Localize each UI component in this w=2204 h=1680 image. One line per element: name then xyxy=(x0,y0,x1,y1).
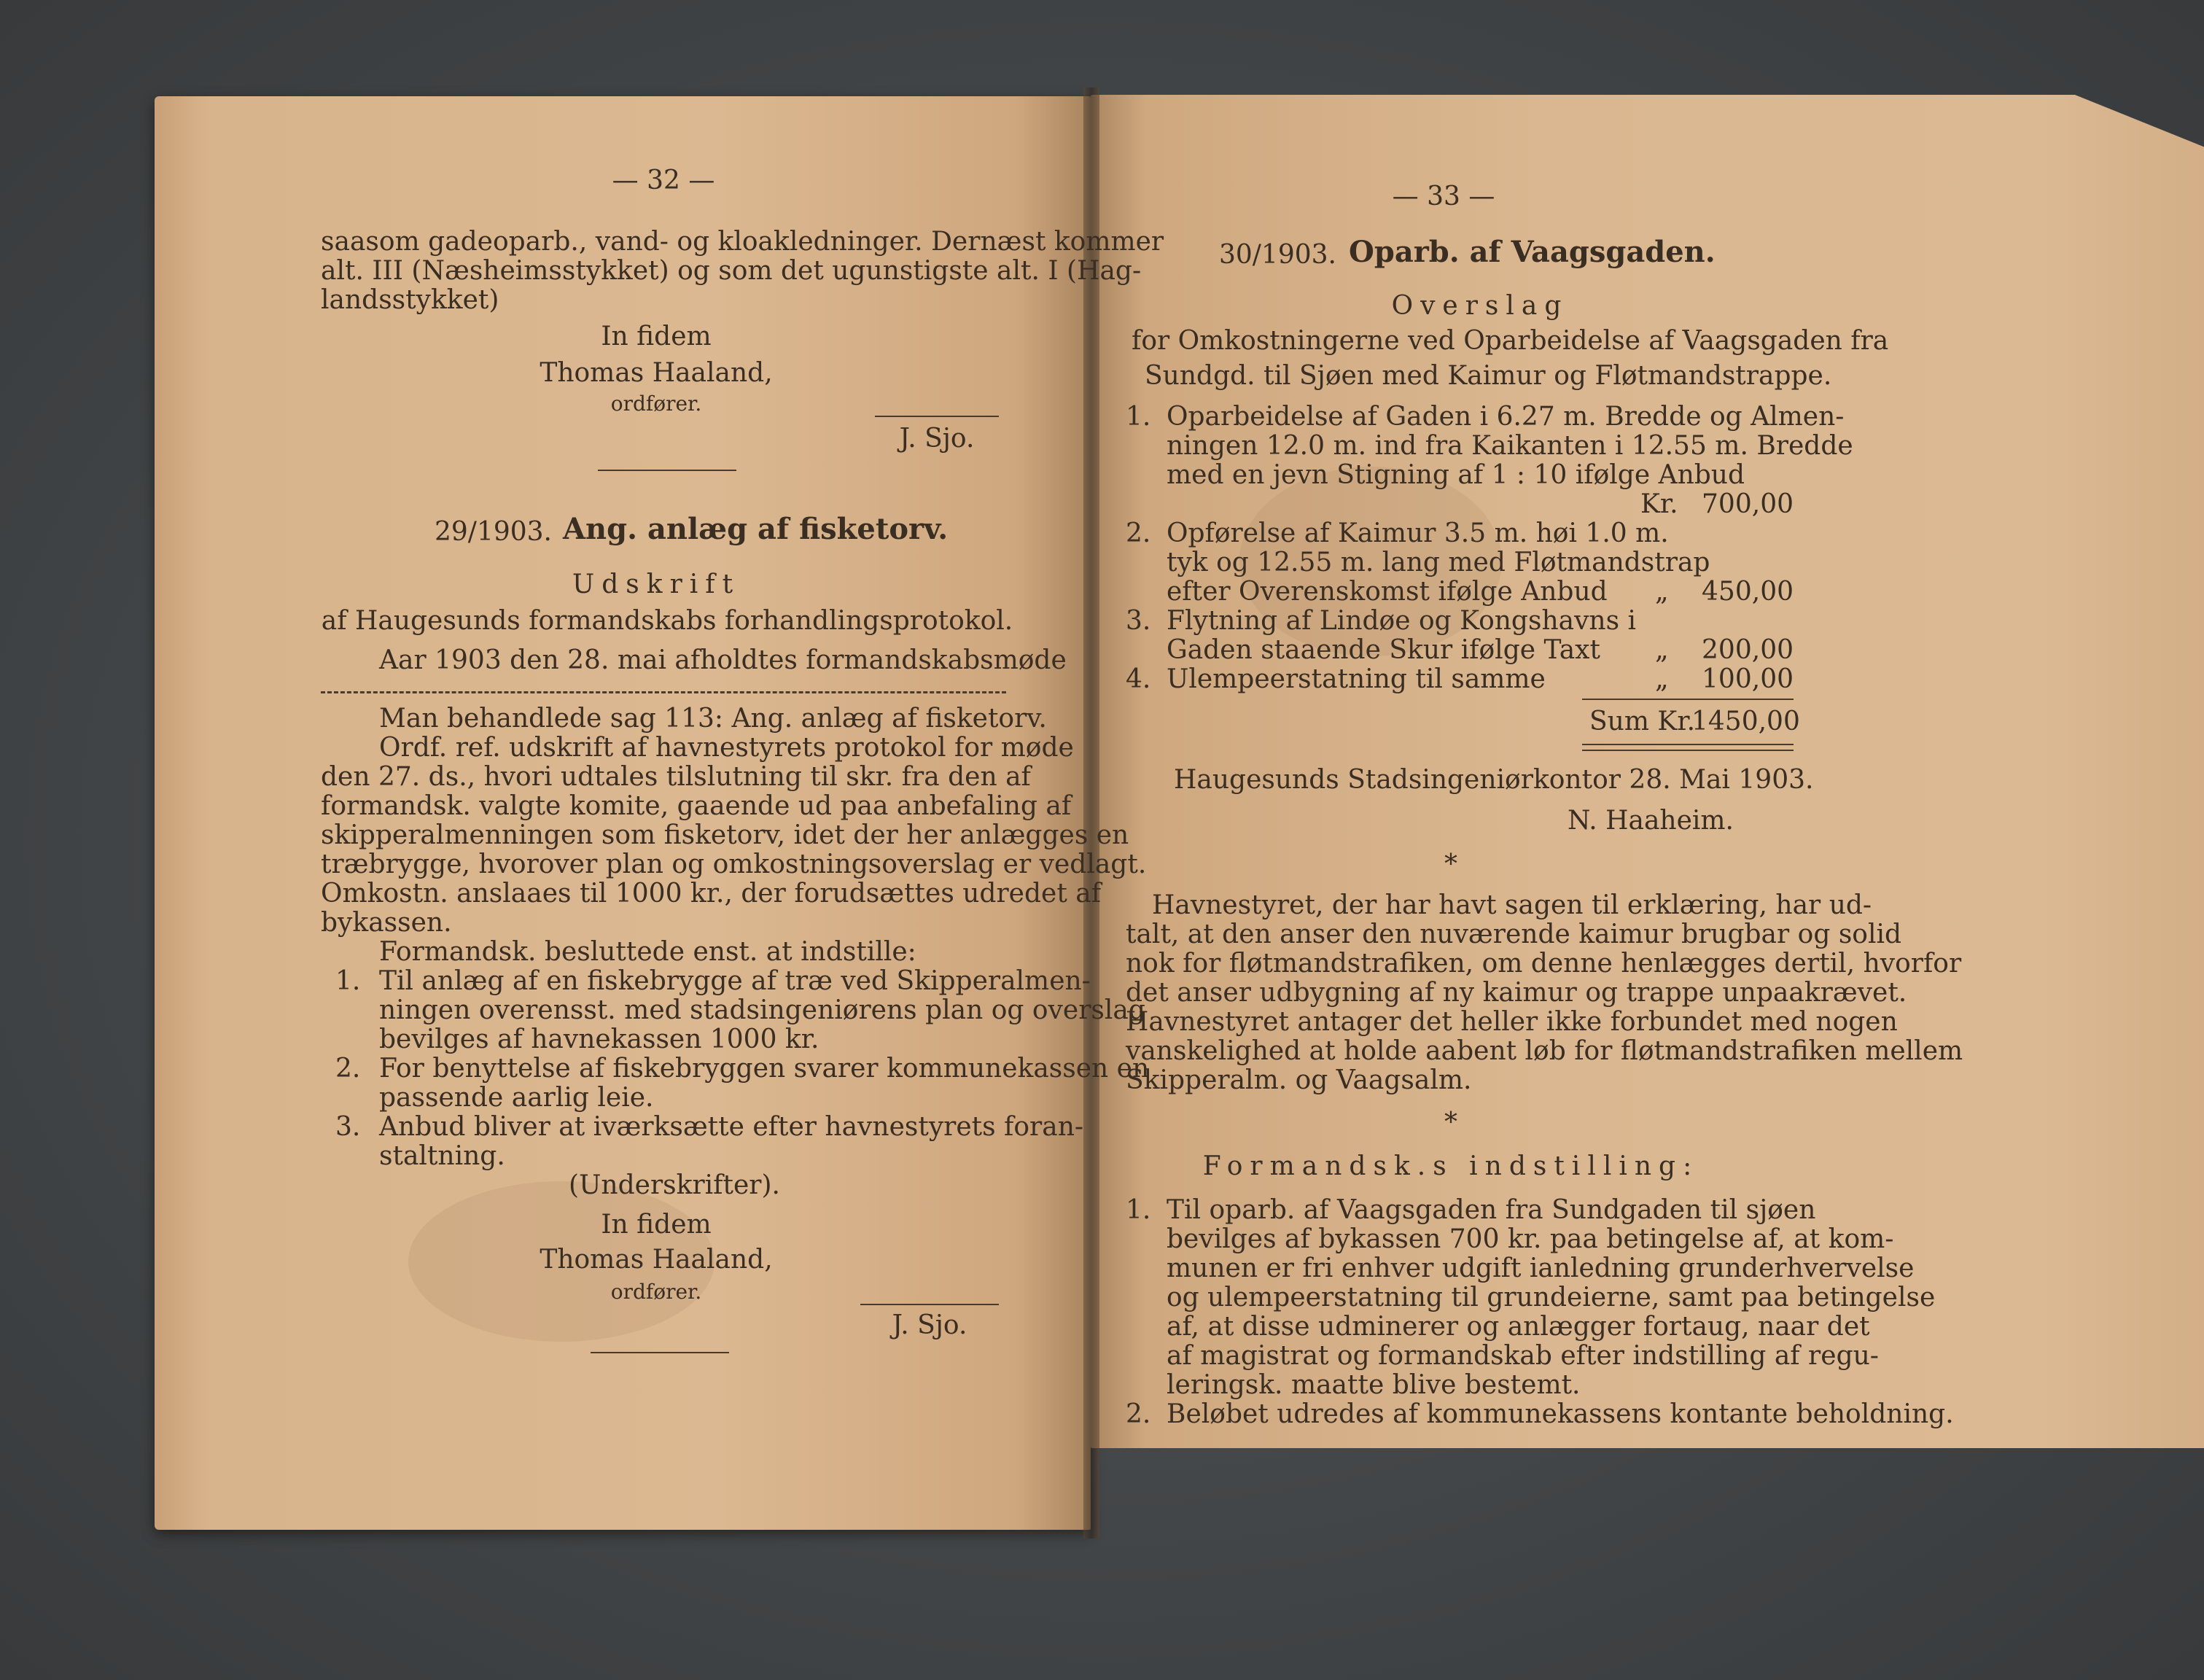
resolution-number: 3. xyxy=(335,1112,361,1142)
attest-signature: J. Sjo. xyxy=(899,424,975,454)
recommendation-line: leringsk. maatte blive bestemt. xyxy=(1167,1370,1581,1400)
body-line: Ordf. ref. udskrift af havnestyrets protokol for møde xyxy=(379,733,1074,763)
separator-rule xyxy=(591,1352,729,1353)
harbour-line: Havnestyret, der har havt sagen til erklæring, har ud- xyxy=(1152,890,1872,920)
underskrifter: (Underskrifter). xyxy=(569,1170,780,1200)
asterisk-separator: * xyxy=(1444,849,1457,879)
cost-currency: „ xyxy=(1655,577,1669,607)
cost-item-number: 4. xyxy=(1126,664,1151,694)
resolution-line: bevilges af havnekassen 1000 kr. xyxy=(379,1024,819,1054)
cost-item-line: Flytning af Lindøe og Kongshavns i xyxy=(1167,606,1637,636)
page-number-left: — 32 — xyxy=(612,166,715,195)
cost-item-line: Opførelse af Kaimur 3.5 m. høi 1.0 m. xyxy=(1167,518,1669,548)
recommendation-number: 2. xyxy=(1126,1399,1151,1429)
page-number-right: — 33 — xyxy=(1392,182,1495,211)
signer-name: Thomas Haaland, xyxy=(540,358,773,388)
signer-name: Thomas Haaland, xyxy=(540,1245,773,1275)
section-title: Oparb. af Vaagsgaden. xyxy=(1349,235,1716,269)
intro-line: landsstykket) xyxy=(321,285,499,315)
section-subheading: af Haugesunds formandskabs forhandlingsprotokol. xyxy=(321,606,1013,636)
cost-item-number: 3. xyxy=(1126,606,1151,636)
body-line: den 27. ds., hvori udtales tilslutning til skr. fra den af xyxy=(321,762,1031,792)
cost-item-number: 2. xyxy=(1126,518,1151,548)
meeting-line: Aar 1903 den 28. mai afholdtes formandskabsmøde xyxy=(379,645,1067,675)
cost-currency: Kr. xyxy=(1640,489,1678,519)
section-number: 29/1903. xyxy=(435,517,552,547)
cost-amount: 700,00 xyxy=(1702,489,1794,519)
recommendation-line: og ulempeerstatning til grundeierne, samt paa betingelse xyxy=(1167,1283,1936,1312)
recommendation-line: Beløbet udredes af kommunekassens kontante beholdning. xyxy=(1167,1399,1954,1429)
cost-item-line: tyk og 12.55 m. lang med Fløtmandstrap xyxy=(1167,548,1710,578)
cost-item-line: Gaden staaende Skur ifølge Taxt xyxy=(1167,635,1600,665)
body-line: skipperalmenningen som fisketorv, idet der her anlægges en xyxy=(321,820,1129,850)
in-fidem: In fidem xyxy=(601,1210,712,1240)
section-heading: Overslag xyxy=(1391,291,1569,321)
harbour-line: det anser udbygning af ny kaimur og trappe unpaakrævet. xyxy=(1126,978,1907,1008)
subheading-line: for Omkostningerne ved Oparbeidelse af Vaagsgaden fra xyxy=(1132,326,1889,356)
signer-title: ordfører. xyxy=(610,1280,702,1304)
in-fidem: In fidem xyxy=(601,322,712,351)
recommendation-line: af magistrat og formandskab efter indstilling af regu- xyxy=(1167,1341,1879,1371)
cost-amount: 100,00 xyxy=(1702,664,1794,694)
resolution-number: 2. xyxy=(335,1054,361,1084)
recommendation-line: bevilges af bykassen 700 kr. paa betingelse af, at kom- xyxy=(1167,1224,1894,1254)
sum-amount: 1450,00 xyxy=(1691,707,1800,736)
harbour-line: Havnestyret antager det heller ikke forbundet med nogen xyxy=(1126,1007,1898,1037)
recommendation-heading: Formandsk.s indstilling: xyxy=(1202,1151,1699,1181)
recommendation-line: af, at disse udminerer og anlægger fortaug, naar det xyxy=(1167,1312,1870,1342)
resolution-line: Anbud bliver at iværksætte efter havnestyrets foran- xyxy=(379,1112,1084,1142)
office-signature: N. Haaheim. xyxy=(1568,806,1734,836)
signer-title: ordfører. xyxy=(610,392,702,416)
cost-item-line: ningen 12.0 m. ind fra Kaikanten i 12.55 m. Bredde xyxy=(1167,431,1853,461)
harbour-line: talt, at den anser den nuværende kaimur brugbar og solid xyxy=(1126,919,1902,949)
section-heading: Udskrift xyxy=(572,569,741,599)
cost-amount: 200,00 xyxy=(1702,635,1794,665)
resolution-line: staltning. xyxy=(379,1141,505,1171)
cost-currency: „ xyxy=(1655,664,1669,694)
cost-item-line: Ulempeerstatning til samme xyxy=(1167,664,1546,694)
cost-amount: 450,00 xyxy=(1702,577,1794,607)
harbour-line: Skipperalm. og Vaagsalm. xyxy=(1126,1065,1472,1095)
recommendation-line: Til oparb. af Vaagsgaden fra Sundgaden til sjøen xyxy=(1167,1195,1816,1225)
asterisk-separator: * xyxy=(1444,1108,1457,1138)
sum-double-rule xyxy=(1582,744,1794,745)
intro-line: alt. III (Næsheimsstykket) og som det ugunstigste alt. I (Hag- xyxy=(321,256,1142,286)
resolution-line: ningen overensst. med stadsingeniørens plan og overslag xyxy=(379,995,1145,1025)
sum-label: Sum Kr. xyxy=(1589,707,1696,736)
body-line: træbrygge, hvorover plan og omkostningsoverslag er vedlagt. xyxy=(321,849,1147,879)
section-title: Ang. anlæg af fisketorv. xyxy=(563,512,949,546)
harbour-line: nok for fløtmandstrafiken, om denne henlægges dertil, hvorfor xyxy=(1126,949,1962,979)
section-number: 30/1903. xyxy=(1219,240,1336,270)
cost-item-line: med en jevn Stigning af 1 : 10 ifølge Anbud xyxy=(1167,460,1745,490)
body-line: formandsk. valgte komite, gaaende ud paa anbefaling af xyxy=(321,791,1072,821)
body-line: bykassen. xyxy=(321,908,452,938)
resolution-line: Til anlæg af en fiskebrygge af træ ved Skipperalmen- xyxy=(379,966,1091,996)
office-line: Haugesunds Stadsingeniørkontor 28. Mai 1903. xyxy=(1174,765,1814,795)
sum-double-rule xyxy=(1582,750,1794,751)
body-line: Formandsk. besluttede enst. at indstille: xyxy=(379,937,916,967)
recommendation-line: munen er fri enhver udgift ianledning grunderhvervelse xyxy=(1167,1253,1915,1283)
recommendation-number: 1. xyxy=(1126,1195,1151,1225)
cost-currency: „ xyxy=(1655,635,1669,665)
sum-rule xyxy=(1582,699,1794,700)
signature-rule xyxy=(875,416,999,417)
body-line: Omkostn. anslaaes til 1000 kr., der forudsættes udredet af xyxy=(321,879,1102,909)
intro-line: saasom gadeoparb., vand- og kloakledninger. Dernæst kommer xyxy=(321,227,1164,257)
subheading-line: Sundgd. til Sjøen med Kaimur og Fløtmandstrappe. xyxy=(1145,361,1832,391)
harbour-line: vanskelighed at holde aabent løb for fløtmandstrafiken mellem xyxy=(1126,1036,1963,1066)
separator-rule xyxy=(598,470,736,471)
signature-rule xyxy=(860,1304,999,1305)
cost-item-number: 1. xyxy=(1126,402,1151,432)
cost-item-line: efter Overenskomst ifølge Anbud xyxy=(1167,577,1608,607)
body-line: Man behandlede sag 113: Ang. anlæg af fisketorv. xyxy=(379,704,1047,734)
resolution-number: 1. xyxy=(335,966,361,996)
resolution-line: For benyttelse af fiskebryggen svarer kommunekassen en xyxy=(379,1054,1150,1084)
attest-signature: J. Sjo. xyxy=(892,1310,967,1340)
resolution-line: passende aarlig leie. xyxy=(379,1083,654,1113)
dashed-rule xyxy=(321,691,1006,693)
book-gutter xyxy=(1083,88,1099,1539)
cost-item-line: Oparbeidelse af Gaden i 6.27 m. Bredde og Almen- xyxy=(1167,402,1845,432)
